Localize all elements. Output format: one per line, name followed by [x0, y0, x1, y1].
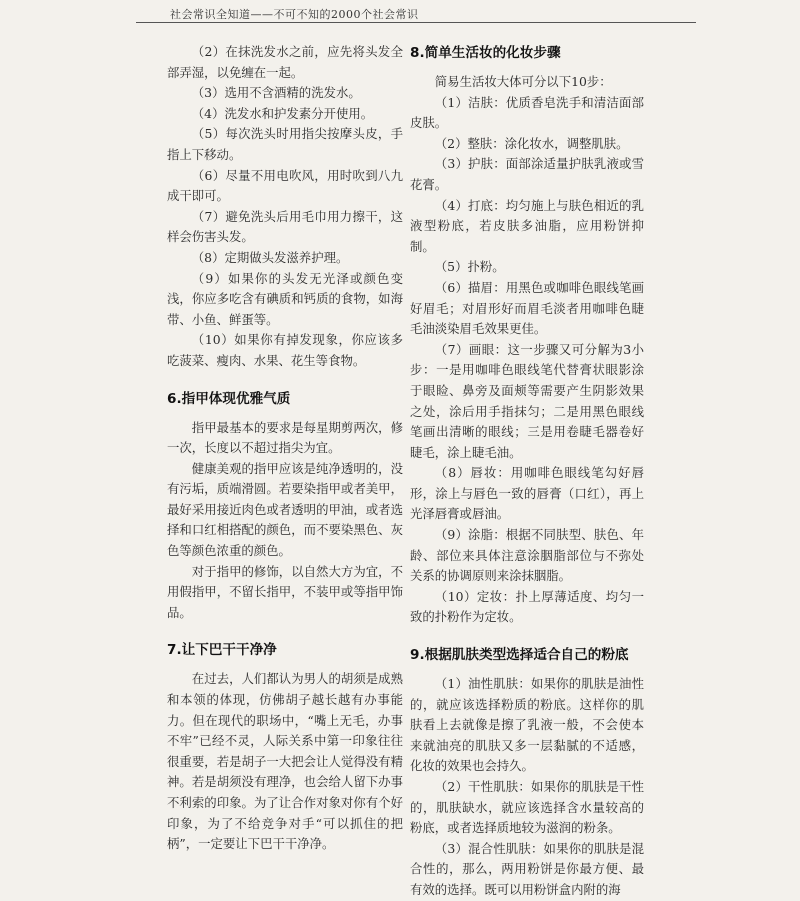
left-column [167, 42, 403, 855]
paragraph: （4）洗发水和护发素分开使用。 [191, 105, 374, 121]
section-heading: 6.指甲体现优雅气质 [167, 390, 291, 407]
section-heading: 7.让下巴干干净净 [167, 642, 277, 659]
paragraph: （9）如果你的头发无光泽或颜色变浅，你应多吃含有碘质和钙质的食物，如海带、小鱼、鲜蛋等。 [167, 270, 403, 327]
paragraph: （3）选用不含酒精的洗发水。 [191, 85, 361, 101]
header-rule [136, 22, 696, 23]
list-item: （7）画眼：这一步骤又可分解为3小步：一是用咖啡色眼线笔代替膏状眼影涂于眼睑、鼻旁及面颊等需要产生阴影效果之处，涂后用手指抹匀；二是用黑色眼线笔画出清晰的眼线；三是用卷睫毛器卷好睫毛，涂上睫毛油。 [410, 341, 644, 460]
paragraph: （8）定期做头发滋养护理。 [191, 249, 349, 265]
paragraph: （7）避免洗头后用毛巾用力擦干，这样会伤害头发。 [167, 208, 403, 245]
section-heading: 8.简单生活妆的化妆步骤 [410, 45, 561, 61]
paragraph: 在过去，人们都认为男人的胡须是成熟和本领的体现，仿佛胡子越长越有办事能力。但在现代的职场中，“嘴上无毛，办事不牢”已经不灵，人际关系中第一印象往往很重要，若是胡子一大把会让人觉得没有精神。若是胡须没有理净，也会给人留下办事不利索的印象。为了让合作对象对你有个好印象，为了不给竞争对手“可以抓住的把柄”，一定要让下巴干干净净。 [167, 671, 403, 852]
list-item: （4）打底：均匀施上与肤色相近的乳液型粉底，若皮肤多油脂，应用粉饼抑制。 [410, 197, 644, 254]
paragraph: 简易生活妆大体可分以下10步： [434, 74, 612, 89]
paragraph: （3）混合性肌肤：如果你的肌肤是混合性的，那么，两用粉饼是你最方便、最有效的选择。既可以用粉饼盒内附的海 [410, 840, 644, 897]
paragraph: 对于指甲的修饰，以自然大方为宜，不用假指甲，不留长指甲，不装甲或等指甲饰品。 [167, 563, 403, 620]
paragraph: （10）如果你有掉发现象，你应该多吃菠菜、瘦肉、水果、花生等食物。 [167, 332, 403, 368]
running-header: 社会常识全知道——不可不知的2000个社会常识 [170, 8, 419, 21]
list-item: （3）护肤：面部涂适量护肤乳液或雪花膏。 [410, 156, 644, 192]
section-heading: 9.根据肌肤类型选择适合自己的粉底 [410, 647, 629, 664]
paragraph: （2）在抹洗发水之前，应先将头发全部弄湿，以免缠在一起。 [167, 44, 403, 80]
list-item: （8）唇妆：用咖啡色眼线笔勾好唇形，涂上与唇色一致的唇膏（口红），再上光泽唇膏或唇油。 [410, 465, 644, 522]
list-item: （10）定妆：扑上厚薄适度、均匀一致的扑粉作为定妆。 [410, 588, 644, 625]
list-item: （5）扑粉。 [434, 259, 505, 275]
list-item: （9）涂脂：根据不同肤型、肤色、年龄、部位来具体注意涂胭脂部位与不弥处关系的协调原则来涂抹胭脂。 [410, 527, 644, 584]
paragraph: （2）干性肌肤：如果你的肌肤是干性的，肌肤缺水，就应该选择含水量较高的粉底，或者选择质地较为滋润的粉条。 [410, 779, 644, 836]
list-item: （2）整肤：涂化妆水，调整肌肤。 [434, 135, 629, 151]
paragraph: 健康美观的指甲应该是纯净透明的，没有污垢，质端滑圆。若要染指甲或者美甲，最好采用接近肉色或者透明的甲油，或者选择和口红相搭配的颜色，而不要染黑色、灰色等颜色浓重的颜色。 [167, 460, 403, 559]
paragraph: 指甲最基本的要求是每星期剪两次，修一次，长度以不超过指尖为宜。 [167, 419, 403, 456]
list-item: （1）洁肤：优质香皂洗手和清洁面部皮肤。 [410, 94, 644, 131]
paragraph: （6）尽量不用电吹风，用时吹到八九成干即可。 [167, 167, 403, 204]
list-item: （6）描眉：用黑色或咖啡色眼线笔画好眉毛；对眉形好而眉毛淡者用咖啡色睫毛油淡染眉毛效果更佳。 [410, 279, 644, 337]
paragraph: （5）每次洗头时用指尖按摩头皮，手指上下移动。 [167, 126, 403, 162]
right-column [410, 42, 644, 901]
paragraph: （1）油性肌肤：如果你的肌肤是油性的，就应该选择粉质的粉底。这样你的肌肤看上去就像是擦了乳液一般，不会使本来就油亮的肌肤又多一层黏腻的不适感，化妆的效果也会持久。 [410, 676, 644, 774]
